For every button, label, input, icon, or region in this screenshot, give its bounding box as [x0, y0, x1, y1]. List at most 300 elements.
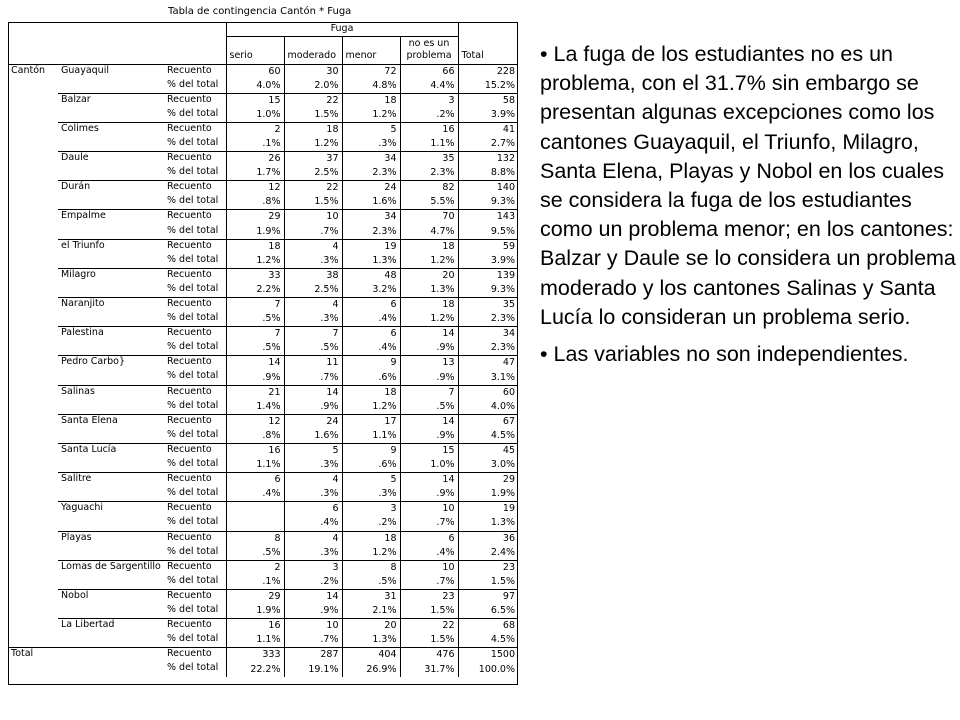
count-cell: 45 [458, 443, 518, 458]
pct-cell: .9% [226, 370, 284, 385]
pct-cell: 1.5% [284, 195, 342, 210]
empty-cell [58, 662, 164, 677]
pct-cell: .3% [342, 137, 400, 152]
table-title: Tabla de contingencia Cantón * Fuga [168, 6, 352, 17]
pct-cell: .9% [400, 370, 458, 385]
pct-cell: 22.2% [226, 662, 284, 677]
count-cell: 3 [284, 560, 342, 575]
count-cell: 10 [400, 502, 458, 517]
empty-cell [58, 546, 164, 561]
pct-cell: 2.5% [284, 166, 342, 181]
count-cell: 18 [342, 385, 400, 400]
pct-cell: .5% [226, 546, 284, 561]
pct-cell: .3% [284, 312, 342, 327]
count-cell: 30 [284, 64, 342, 79]
count-cell: 10 [284, 619, 342, 634]
pct-cell: 4.0% [490, 400, 516, 412]
empty-cell [8, 560, 58, 575]
count-cell: 7 [284, 327, 342, 342]
table-row [8, 546, 518, 561]
pct-cell: .7% [284, 633, 342, 648]
empty-cell [8, 195, 58, 210]
canton-name: Guayaquil [58, 64, 164, 79]
pct-cell: 8.8% [490, 167, 516, 179]
stat-label-count: Recuento [164, 502, 226, 517]
count-cell: 33 [226, 268, 284, 283]
count-cell: 6 [400, 531, 458, 546]
pct-cell: .4% [226, 487, 284, 502]
table-row [8, 108, 518, 123]
count-cell: 72 [342, 64, 400, 79]
pct-cell: .5% [342, 575, 400, 590]
empty-cell [8, 458, 58, 473]
count-cell: 21 [226, 385, 284, 400]
table-row [8, 210, 518, 225]
empty-cell [58, 283, 164, 298]
count-cell: 12 [226, 414, 284, 429]
table-row [8, 487, 518, 502]
canton-name: Salinas [58, 385, 164, 400]
empty-cell [8, 662, 58, 677]
stat-label-count: Recuento [164, 239, 226, 254]
pct-cell: 1.3% [342, 254, 400, 269]
empty-cell [8, 341, 58, 356]
pct-cell: 1.5% [284, 108, 342, 123]
empty-cell [58, 429, 164, 444]
pct-cell: .5% [400, 400, 458, 415]
pct-cell: .4% [400, 546, 458, 561]
stat-label-pct: % del total [164, 429, 226, 444]
table-row [8, 166, 518, 181]
table-row [8, 575, 518, 590]
count-cell: 41 [458, 122, 518, 137]
pct-cell: .1% [226, 137, 284, 152]
empty-cell [58, 648, 164, 663]
pct-cell: 2.5% [284, 283, 342, 298]
count-cell: 18 [284, 122, 342, 137]
count-cell: 14 [226, 356, 284, 371]
col-header-no-es-un-problema [400, 36, 458, 64]
empty-cell [8, 312, 58, 327]
corner-cell [8, 36, 58, 64]
empty-cell [58, 137, 164, 152]
corner-cell [458, 22, 518, 36]
pct-cell: .8% [226, 429, 284, 444]
count-cell: 58 [458, 93, 518, 108]
table-row [8, 589, 518, 604]
count-cell: 26 [226, 152, 284, 167]
pct-cell: .3% [342, 487, 400, 502]
count-cell: 60 [226, 64, 284, 79]
pct-cell: 1.2% [400, 254, 458, 269]
empty-cell [58, 633, 164, 648]
pct-cell: .2% [400, 108, 458, 123]
count-cell: 4 [284, 239, 342, 254]
table-row [8, 414, 518, 429]
count-cell: 22 [284, 181, 342, 196]
count-cell: 11 [284, 356, 342, 371]
canton-name: Playas [58, 531, 164, 546]
empty-cell [8, 79, 58, 94]
stat-label-count: Recuento [164, 443, 226, 458]
pct-cell: 2.3% [400, 166, 458, 181]
pct-cell: 1.5% [400, 633, 458, 648]
table-row [8, 79, 518, 94]
empty-cell [8, 356, 58, 371]
count-cell: 24 [342, 181, 400, 196]
stat-label-pct: % del total [164, 254, 226, 269]
count-cell: 14 [400, 473, 458, 488]
count-cell: 4 [284, 298, 342, 313]
canton-name: Milagro [58, 268, 164, 283]
stat-label-count: Recuento [164, 531, 226, 546]
count-cell: 38 [284, 268, 342, 283]
pct-cell: .9% [400, 341, 458, 356]
table-row [8, 298, 518, 313]
empty-cell [58, 254, 164, 269]
pct-cell: 1.5% [490, 575, 516, 587]
table-row [8, 283, 518, 298]
pct-cell: 2.2% [226, 283, 284, 298]
table-row [8, 341, 518, 356]
count-cell: 5 [342, 473, 400, 488]
table-row [8, 312, 518, 327]
table-row [8, 662, 518, 677]
pct-cell: 1.1% [400, 137, 458, 152]
count-cell: 20 [400, 268, 458, 283]
empty-cell [8, 604, 58, 619]
group-header-fuga: Fuga [226, 22, 458, 36]
pct-cell: 1.7% [226, 166, 284, 181]
empty-cell [8, 502, 58, 517]
col-header-total: Total [461, 49, 484, 61]
stat-label-pct: % del total [164, 341, 226, 356]
stat-label-pct: % del total [164, 516, 226, 531]
pct-cell: .2% [342, 516, 400, 531]
table-row [8, 239, 518, 254]
table-row [8, 619, 518, 634]
pct-cell: .2% [284, 575, 342, 590]
count-cell: 476 [400, 648, 458, 663]
corner-cell [164, 22, 226, 36]
count-cell: 17 [342, 414, 400, 429]
pct-cell: 2.3% [490, 313, 516, 325]
col-header-line1: no es un [408, 37, 450, 49]
pct-cell: 2.3% [490, 342, 516, 354]
pct-cell: 1.9% [226, 604, 284, 619]
table-row [8, 93, 518, 108]
empty-cell [58, 195, 164, 210]
count-cell: 287 [284, 648, 342, 663]
table-row [8, 195, 518, 210]
empty-cell [58, 575, 164, 590]
bullet-dot: • [540, 42, 548, 66]
count-cell: 5 [342, 122, 400, 137]
pct-cell: 1.1% [226, 633, 284, 648]
count-cell: 37 [284, 152, 342, 167]
count-cell: 97 [458, 589, 518, 604]
pct-cell: 6.5% [490, 605, 516, 617]
count-cell: 14 [284, 589, 342, 604]
empty-cell [8, 414, 58, 429]
pct-cell: 4.0% [226, 79, 284, 94]
empty-cell [58, 370, 164, 385]
count-cell: 19 [342, 239, 400, 254]
stat-label-count: Recuento [164, 64, 226, 79]
empty-cell [8, 298, 58, 313]
count-cell: 7 [400, 385, 458, 400]
pct-cell: 1.2% [400, 312, 458, 327]
stat-label-count: Recuento [164, 152, 226, 167]
pct-cell: .4% [342, 341, 400, 356]
pct-cell: .6% [342, 458, 400, 473]
pct-cell: .7% [400, 575, 458, 590]
stat-label-pct: % del total [164, 137, 226, 152]
count-cell: 67 [458, 414, 518, 429]
empty-cell [58, 400, 164, 415]
pct-cell: 3.9% [490, 254, 516, 266]
empty-cell [8, 575, 58, 590]
canton-name: Durán [58, 181, 164, 196]
count-cell: 48 [342, 268, 400, 283]
pct-cell: 100.0% [478, 663, 516, 675]
count-cell: 333 [226, 648, 284, 663]
pct-cell: 19.1% [284, 662, 342, 677]
stat-label-count: Recuento [164, 560, 226, 575]
count-cell: 19 [458, 502, 518, 517]
pct-cell: 9.3% [490, 283, 516, 295]
empty-cell [8, 531, 58, 546]
table-row [8, 648, 518, 663]
table-row [8, 64, 518, 79]
table-row [8, 385, 518, 400]
pct-cell: 3.9% [490, 108, 516, 120]
count-cell: 31 [342, 589, 400, 604]
count-cell: 16 [226, 619, 284, 634]
stat-label-count: Recuento [164, 619, 226, 634]
empty-cell [8, 633, 58, 648]
empty-cell [58, 108, 164, 123]
table-row [8, 268, 518, 283]
empty-cell [8, 327, 58, 342]
count-cell: 22 [284, 93, 342, 108]
count-cell: 59 [458, 239, 518, 254]
pct-cell: 1.9% [490, 488, 516, 500]
pct-cell: .3% [284, 487, 342, 502]
count-cell: 14 [284, 385, 342, 400]
col-header-line2: problema [406, 49, 452, 61]
empty-cell [8, 210, 58, 225]
stat-label-pct: % del total [164, 546, 226, 561]
empty-cell [8, 108, 58, 123]
count-cell: 8 [226, 531, 284, 546]
stat-label-pct: % del total [164, 312, 226, 327]
empty-cell [8, 283, 58, 298]
stat-label-pct: % del total [164, 225, 226, 240]
table-row [8, 356, 518, 371]
empty-cell [8, 473, 58, 488]
count-cell: 6 [226, 473, 284, 488]
bullet-item-1 [540, 40, 956, 332]
pct-cell: .3% [284, 546, 342, 561]
col-header-serio: serio [226, 36, 284, 64]
pct-cell: 3.0% [490, 459, 516, 471]
pct-cell: 4.4% [400, 79, 458, 94]
count-cell: 7 [226, 298, 284, 313]
pct-cell: .9% [400, 429, 458, 444]
pct-cell: .3% [284, 458, 342, 473]
stat-label-count: Recuento [164, 181, 226, 196]
table-row [8, 458, 518, 473]
empty-cell [58, 341, 164, 356]
count-cell: 82 [400, 181, 458, 196]
stat-label-pct: % del total [164, 487, 226, 502]
empty-cell [8, 443, 58, 458]
pct-cell: 2.0% [284, 79, 342, 94]
count-cell: 66 [400, 64, 458, 79]
count-cell: 139 [458, 268, 518, 283]
canton-name: Santa Elena [58, 414, 164, 429]
pct-cell: 1.9% [226, 225, 284, 240]
pct-cell: 4.5% [490, 429, 516, 441]
stat-label-pct: % del total [164, 166, 226, 181]
bullet-text: Las variables no son independientes. [553, 342, 909, 367]
pct-cell: 1.6% [342, 195, 400, 210]
total-label: Total [8, 648, 58, 663]
stat-label-count: Recuento [164, 210, 226, 225]
pct-cell: 9.5% [490, 225, 516, 237]
count-cell: 8 [342, 560, 400, 575]
table-row [8, 370, 518, 385]
pct-cell: 3.1% [490, 371, 516, 383]
pct-cell: .5% [284, 341, 342, 356]
empty-cell [8, 254, 58, 269]
table-row [8, 473, 518, 488]
pct-cell: .4% [284, 516, 342, 531]
empty-cell [58, 225, 164, 240]
pct-cell: 4.8% [342, 79, 400, 94]
pct-cell: 2.3% [342, 225, 400, 240]
count-cell: 29 [226, 589, 284, 604]
count-cell [226, 502, 284, 517]
table-row [8, 400, 518, 415]
empty-cell [8, 239, 58, 254]
table-row [8, 516, 518, 531]
count-cell: 14 [400, 414, 458, 429]
pct-cell: 1.5% [400, 604, 458, 619]
pct-cell: .9% [284, 400, 342, 415]
pct-cell: .7% [400, 516, 458, 531]
stat-label-count: Recuento [164, 648, 226, 663]
pct-cell: 2.4% [490, 546, 516, 558]
pct-cell: 1.0% [226, 108, 284, 123]
pct-cell: .4% [342, 312, 400, 327]
table-row [8, 604, 518, 619]
canton-name: Lomas de Sargentillo [58, 560, 164, 575]
table-row [8, 122, 518, 137]
canton-name: Nobol [58, 589, 164, 604]
count-cell: 35 [458, 298, 518, 313]
pct-cell: .9% [400, 487, 458, 502]
count-cell: 10 [284, 210, 342, 225]
pct-cell: 1.2% [284, 137, 342, 152]
table-row [8, 502, 518, 517]
stat-label-count: Recuento [164, 473, 226, 488]
count-cell: 16 [400, 122, 458, 137]
pct-cell: 2.3% [342, 166, 400, 181]
count-cell: 140 [458, 181, 518, 196]
canton-name: Colimes [58, 122, 164, 137]
pct-cell: 2.7% [490, 138, 516, 150]
stat-label-count: Recuento [164, 298, 226, 313]
count-cell: 4 [284, 473, 342, 488]
stat-label-pct: % del total [164, 575, 226, 590]
pct-cell: 1.2% [342, 108, 400, 123]
table-row [8, 181, 518, 196]
table-row [8, 531, 518, 546]
table-row [8, 254, 518, 269]
count-cell: 18 [342, 93, 400, 108]
empty-cell [8, 589, 58, 604]
count-cell: 24 [284, 414, 342, 429]
count-cell: 228 [458, 64, 518, 79]
corner-cell [58, 36, 164, 64]
bullet-text: La fuga de los estudiantes no es un problema, con el 31.7% sin embargo se presentan algunas excepciones como los cantones Guayaquil, el Triunfo, Milagro, Santa Elena, Playas y Nobol en los cuales se considera la fuga de los estudiantes como un problema menor; en los cantones: Balzar y Daule se lo considera un problema moderado y los cantones Salinas y Santa Lucía lo consideran un problema serio. [540, 42, 956, 329]
count-cell: 34 [342, 210, 400, 225]
stat-label-pct: % del total [164, 662, 226, 677]
pct-cell: .5% [226, 312, 284, 327]
count-cell: 15 [226, 93, 284, 108]
table-body [8, 64, 518, 677]
count-cell: 23 [400, 589, 458, 604]
count-cell: 29 [458, 473, 518, 488]
empty-cell [8, 137, 58, 152]
count-cell: 3 [342, 502, 400, 517]
stat-label-pct: % del total [164, 370, 226, 385]
canton-name: Balzar [58, 93, 164, 108]
pct-cell: 1.6% [284, 429, 342, 444]
canton-name: Empalme [58, 210, 164, 225]
count-cell: 2 [226, 122, 284, 137]
canton-name: Daule [58, 152, 164, 167]
stat-label-pct: % del total [164, 604, 226, 619]
col-header-moderado: moderado [284, 36, 342, 64]
stat-label-count: Recuento [164, 356, 226, 371]
bullet-dot: • [540, 342, 548, 367]
count-cell: 60 [458, 385, 518, 400]
pct-cell: 5.5% [400, 195, 458, 210]
pct-cell: .8% [226, 195, 284, 210]
empty-cell [58, 312, 164, 327]
pct-cell: 31.7% [400, 662, 458, 677]
pct-cell: 1.2% [342, 546, 400, 561]
stat-label-pct: % del total [164, 108, 226, 123]
count-cell: 1500 [458, 648, 518, 663]
empty-cell [8, 385, 58, 400]
pct-cell: 4.5% [490, 634, 516, 646]
empty-cell [8, 370, 58, 385]
stat-label-pct: % del total [164, 458, 226, 473]
count-cell: 18 [400, 298, 458, 313]
empty-cell [58, 487, 164, 502]
table-row [8, 443, 518, 458]
count-cell: 68 [458, 619, 518, 634]
count-cell: 404 [342, 648, 400, 663]
count-cell: 47 [458, 356, 518, 371]
pct-cell: 1.3% [490, 517, 516, 529]
empty-cell [8, 487, 58, 502]
count-cell: 9 [342, 356, 400, 371]
